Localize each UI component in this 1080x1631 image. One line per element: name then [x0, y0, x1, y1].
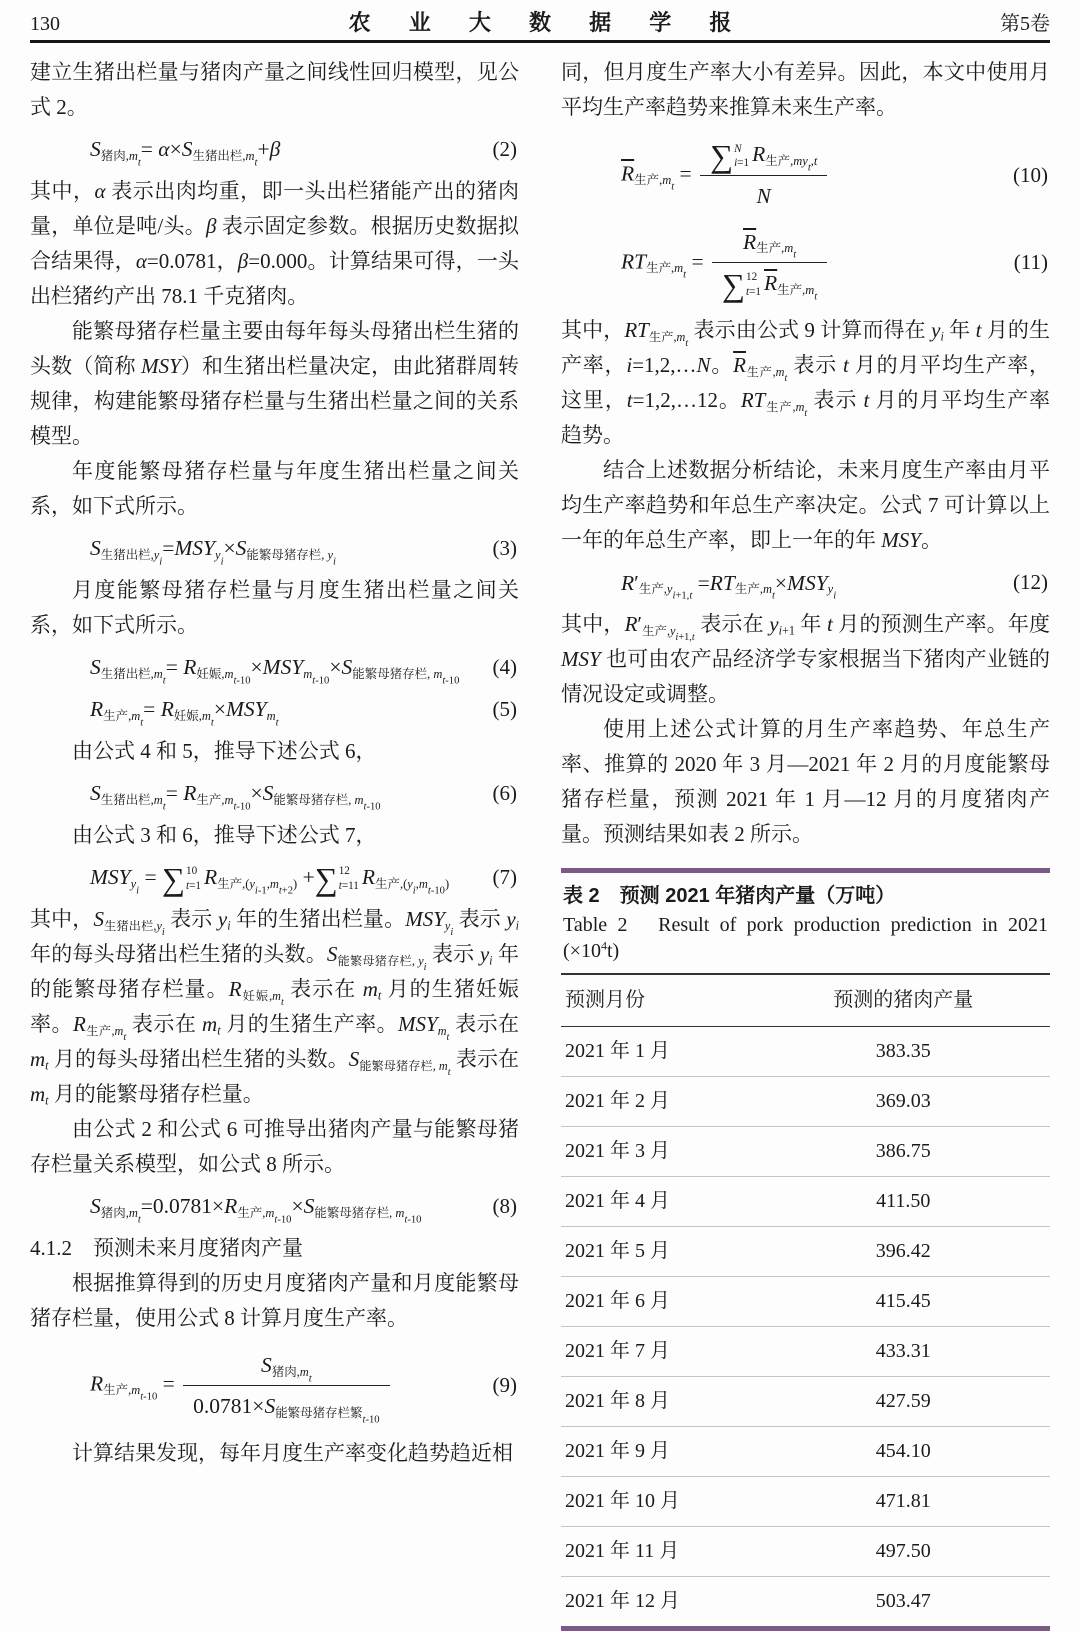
value-column-header: 预测的猪肉产量: [833, 989, 974, 1012]
formula: [30, 650, 519, 685]
formula: [561, 226, 1050, 301]
paragraph: 年度能繁母猪存栏量与年度生猪出栏量之间关系，如下式所示。: [30, 459, 519, 518]
formula-number: (11): [1013, 250, 1048, 275]
month-cell: 2021 年 3 月: [561, 1127, 757, 1177]
paragraph: 建立生猪出栏量与猪肉产量之间线性回归模型，见公式 2。: [30, 60, 519, 119]
formula-body: $RT_{生产,m_t}$ = $\overline{R}_{生产,m_t}$ ∑ 12 t=1 $\overline{R}_{生产,m_t}$: [561, 226, 1014, 301]
table-row: [561, 1577, 1050, 1627]
table-row: [561, 1527, 1050, 1577]
month-cell: 2021 年 11 月: [561, 1527, 757, 1577]
left-column: [30, 55, 519, 1631]
journal-title: 农 业 大 数 据 学 报: [348, 10, 748, 35]
month-cell: 2021 年 1 月: [565, 1040, 670, 1063]
month-column-header: 预测月份: [565, 989, 645, 1012]
paragraph: 月度能繁母猪存栏量与月度生猪出栏量之间关系，如下式所示。: [30, 578, 519, 637]
two-column-body: [30, 55, 1050, 1631]
month-cell: 2021 年 10 月: [561, 1477, 757, 1527]
table-bottom-bar: [561, 1626, 1050, 1631]
section-heading: 4.1.2 预测未来月度猪肉产量: [30, 1236, 303, 1260]
month-cell: 2021 年 5 月: [561, 1227, 757, 1277]
formula-number: (9): [492, 1373, 517, 1398]
paragraph: 由公式 4 和 5，推导下述公式 6，: [72, 739, 377, 763]
page-number: 130: [30, 13, 60, 35]
paragraph: 使用上述公式计算的月生产率趋势、年总生产率、推算的 2020 年 3 月—2021 年 2 月的月度能繁母猪存栏量，预测 2021 年 1 月—12 月的月度猪肉产量。预测结果如表 2 所示。: [561, 717, 1050, 847]
volume-label: 第5卷: [1000, 13, 1050, 35]
header-rule: [30, 40, 1050, 43]
right-column: [561, 55, 1050, 1631]
paragraph: 其中，α 表示出肉均重，即一头出栏猪能产出的猪肉量，单位是吨/头。β 表示固定参数。根据历史数据拟合结果得，α=0.0781，β=0.000。计算结果可得，一头出栏猪约产出 78.1 千克猪肉。: [30, 179, 520, 308]
prediction-table: [561, 973, 1050, 1626]
formula: [30, 1189, 519, 1224]
table-body: [561, 1027, 1050, 1627]
formula-body: $R'_{生产,y_{i+1,t}} =RT_{生产,m_t}\times MSY_{y_i}$: [621, 570, 837, 602]
formula: [30, 692, 519, 727]
table-row: [561, 1427, 1050, 1477]
formula-body: $S_{生猪出栏,y_i}=MSY_{y_i}\times S_{能繁母猪存栏, y_i}$: [90, 536, 336, 568]
month-cell: 2021 年 4 月: [561, 1177, 757, 1227]
table-row: [561, 1127, 1050, 1177]
paragraph: 结合上述数据分析结论，未来月度生产率由月平均生产率趋势和年总生产率决定。公式 7 可计算以上一年的年总生产率，即上一年的年 MSY。: [561, 458, 1050, 553]
month-cell: 2021 年 7 月: [561, 1327, 757, 1377]
value-cell: 396.42: [757, 1227, 1050, 1277]
formula-number: (6): [492, 781, 517, 805]
formula-body: $R_{生产,m_{t-10}}$ = $\frac{S_{猪肉,m_t}}{0.0781\times S_{能繁母猪存栏繁_{t-10}}}$: [30, 1349, 493, 1423]
paragraph: 其中，$R'_{生产,y_{i+1,t}}$ 表示在 $y_{i+1}$ 年 t 月的预测生产率。年度 MSY 也可由农产品经济学专家根据当下猪肉产业链的情况设定或调整。: [561, 612, 1051, 707]
table-header-row: [561, 974, 1050, 1027]
paragraph: 由公式 3 和 6，推导下述公式 7，: [72, 823, 377, 847]
value-cell: 454.10: [757, 1427, 1050, 1477]
month-cell: 2021 年 6 月: [561, 1277, 757, 1327]
table-row: [561, 1477, 1050, 1527]
table-caption-cn: 表 2 预测 2021 年猪肉产量（万吨）: [563, 885, 896, 908]
value-cell: 369.03: [757, 1077, 1050, 1127]
month-cell: 2021 年 9 月: [561, 1427, 757, 1477]
formula: [30, 776, 519, 811]
value-cell: 497.50: [757, 1527, 1050, 1577]
paragraph: 能繁母猪存栏量主要由每年每头母猪出栏生猪的头数（简称 MSY）和生猪出栏量决定，由此猪群周转规律，构建能繁母猪存栏量与生猪出栏量之间的关系模型。: [30, 319, 520, 448]
table-row: [561, 1077, 1050, 1127]
formula: [30, 531, 519, 566]
paragraph: 根据推算得到的历史月度猪肉产量和月度能繁母猪存栏量，使用公式 8 计算月度生产率。: [30, 1271, 519, 1330]
formula: [30, 132, 519, 167]
formula: [30, 1349, 519, 1426]
paragraph: 计算结果发现，每年月度生产率变化趋势趋近相: [72, 1440, 513, 1465]
table-row: [561, 1377, 1050, 1427]
formula-body: $\overline{R}_{生产,m_t}$ = ∑ N i=1 $R_{生产,my_t,t}$ N: [561, 138, 1013, 213]
value-cell: 383.35: [875, 1040, 931, 1063]
formula-number: (5): [492, 697, 517, 721]
paragraph: 同，但月度生产率大小有差异。因此，本文中使用月平均生产率趋势来推算未来生产率。: [561, 60, 1050, 119]
value-cell: 503.47: [757, 1577, 1050, 1627]
formula-body: $S_{生猪出栏,m_t}= R_{生产,m_{t-10}}\times S_{能繁母猪存栏, m_{t-10}}$: [90, 781, 381, 813]
formula-number: (3): [492, 536, 517, 560]
formula-body: $S_{猪肉,m_t}= \alpha\times S_{生猪出栏,m_t}+\beta$: [90, 137, 281, 169]
formula: [561, 565, 1050, 600]
value-cell: 471.81: [757, 1477, 1050, 1527]
formula-number: (7): [492, 865, 517, 889]
table-row: [561, 1177, 1050, 1227]
table-row: [561, 1277, 1050, 1327]
formula: [30, 860, 519, 895]
value-cell: 411.50: [757, 1177, 1050, 1227]
formula-body: $S_{生猪出栏,m_t}= R_{妊娠,m_{t-10}}\times MSY_{m_{t-10}}\times S_{能繁母猪存栏, m_{t-10}}$: [90, 655, 460, 687]
paragraph: 其中，$RT_{生产,m_t}$ 表示由公式 9 计算而得在 $y_i$ 年 t 月的生产率，i=1,2,…N。$\overline{R}_{生产,m_t}$ 表示 t 月的月平均生产率，这里，t=1,2,…12。$RT_{生产,m_t}$ 表示 t 月的月平均生产率趋势。: [561, 318, 1051, 448]
table-caption-en: Table 2 Result of pork production prediction in 2021 $(\times 10^4t)$: [563, 914, 1048, 963]
formula-number: (8): [492, 1194, 517, 1218]
formula-number: (12): [1013, 570, 1048, 595]
table-2: [561, 868, 1050, 1631]
paragraph: 其中，$S_{生猪出栏,y_i}$ 表示 $y_i$ 年的生猪出栏量。$MSY_{y_i}$ 表示 $y_i$ 年的每头母猪出栏生猪的头数。$S_{能繁母猪存栏, y_i}$ 表示 $y_i$ 年的能繁母猪存栏量。$R_{妊娠,m_t}$ 表示在 $m_t$ 月的生猪妊娠率。$R_{生产,m_t}$ 表示在 $m_t$ 月的生猪生产率。$MSY_{m_t}$ 表示在 $m_t$ 月的每头母猪出栏生猪的头数。$S_{能繁母猪存栏, m_t}$ 表示在 $m_t$ 月的能繁母猪存栏量。: [30, 907, 520, 1108]
formula-number: (2): [492, 137, 517, 161]
table-row: [561, 1027, 1050, 1077]
month-cell: 2021 年 12 月: [561, 1577, 757, 1627]
formula-body: $S_{猪肉,m_t}=0.0781\times R_{生产,m_{t-10}}\times S_{能繁母猪存栏, m_{t-10}}$: [90, 1194, 422, 1226]
formula-body: $MSY_{y_i}$ = ∑ 10 t=1 $R_{生产,(y_{i-1},m_{t+2})}$ + ∑ 12 t=11 $R_{生产,(y_i,m_{t-10})}$: [90, 860, 450, 897]
table-row: [561, 1227, 1050, 1277]
formula: [561, 138, 1050, 213]
value-cell: 433.31: [757, 1327, 1050, 1377]
right-column-text: [561, 55, 1050, 852]
value-cell: 415.45: [757, 1277, 1050, 1327]
table-row: [561, 1327, 1050, 1377]
month-cell: 2021 年 2 月: [561, 1077, 757, 1127]
page-header: [30, 6, 1050, 38]
value-cell: 386.75: [757, 1127, 1050, 1177]
formula-number: (10): [1013, 162, 1048, 187]
formula-body: $R_{生产,m_t}= R_{妊娠,m_t}\times MSY_{m_t}$: [90, 697, 279, 729]
value-cell: 427.59: [757, 1377, 1050, 1427]
month-cell: 2021 年 8 月: [561, 1377, 757, 1427]
formula-number: (4): [492, 655, 517, 679]
paragraph: 由公式 2 和公式 6 可推导出猪肉产量与能繁母猪存栏量关系模型，如公式 8 所示。: [30, 1117, 519, 1176]
